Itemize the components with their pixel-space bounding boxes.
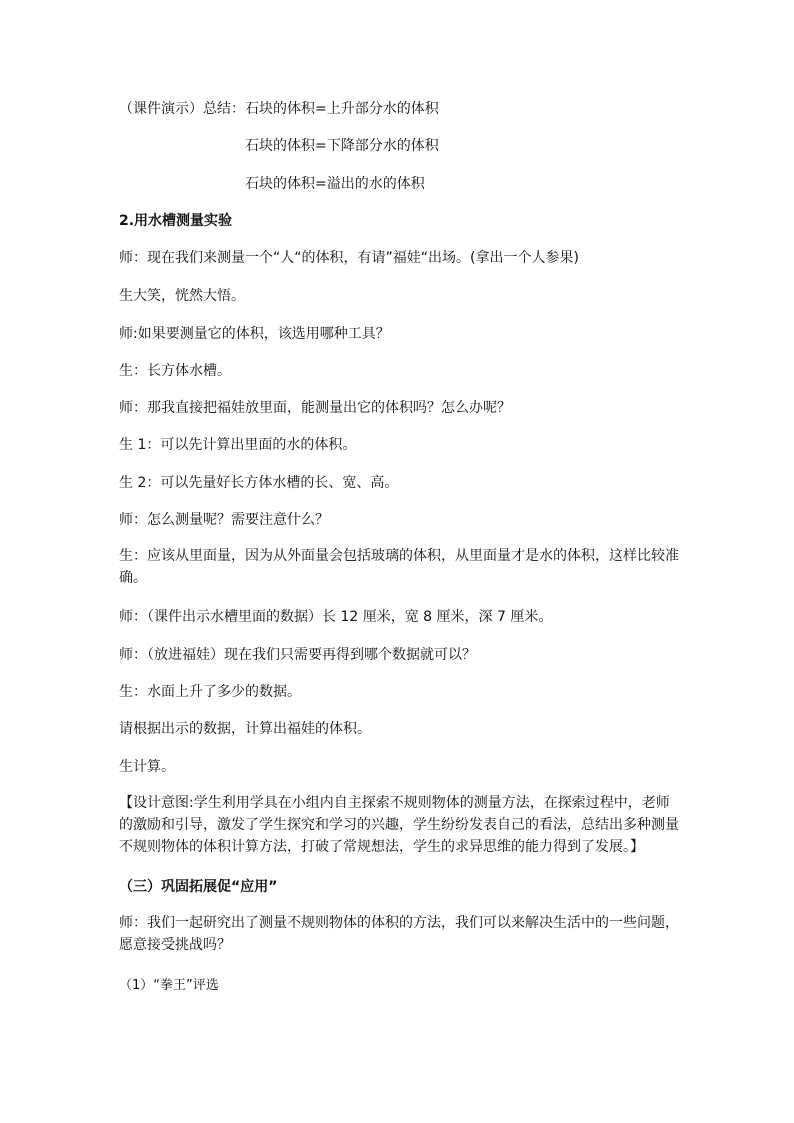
design-intent-note: 【设计意图:学生利用学具在小组内自主探索不规则物体的测量方法，在探索过程中，老师的激励和引导，激发了学生探究和学习的兴趣，学生纷纷发表自己的看法，总结出多种测量不规则物体的体积计算方法，打破了常规想法，学生的求异思维的能力得到了发展。】 (119, 795, 679, 855)
paragraph-student-7: 生计算。 (119, 759, 175, 775)
summary-line-1: （课件演示）总结：石块的体积=上升部分水的体积 (119, 101, 439, 117)
paragraph-teacher-6: 师：（放进福娃）现在我们只需要再得到哪个数据就可以？ (119, 647, 476, 663)
paragraph-teacher-5: 师：（课件出示水槽里面的数据）长 12 厘米，宽 8 厘米，深 7 厘米。 (119, 609, 553, 625)
paragraph-student-6: 生：水面上升了多少的数据。 (119, 684, 301, 700)
section-heading-water-tank: 2.用水槽测量实验 (119, 213, 233, 229)
paragraph-student-2: 生：长方体水槽。 (119, 363, 231, 379)
paragraph-student-1: 生大笑，恍然大悟。 (119, 288, 245, 304)
paragraph-instruction: 请根据出示的数据，计算出福娃的体积。 (119, 721, 371, 737)
summary-line-2: 石块的体积=下降部分水的体积 (245, 138, 439, 154)
paragraph-teacher-1: 师：现在我们来测量一个“人“的体积，有请”福娃“出场。(拿出一个人参果) (119, 250, 579, 266)
paragraph-student-3: 生 1：可以先计算出里面的水的体积。 (119, 437, 357, 453)
paragraph-student-4: 生 2：可以先量好长方体水槽的长、宽、高。 (119, 475, 399, 491)
paragraph-teacher-7: 师：我们一起研究出了测量不规则物体的体积的方法，我们可以来解决生活中的一些问题，愿意接受挑战吗？ (119, 915, 679, 953)
section-heading-application: （三）巩固拓展促“应用” (119, 879, 278, 895)
paragraph-teacher-3: 师：那我直接把福娃放里面，能测量出它的体积吗？怎么办呢？ (119, 400, 511, 416)
paragraph-student-5: 生：应该从里面量，因为从外面量会包括玻璃的体积，从里面量才是水的体积，这样比较准确。 (119, 548, 679, 586)
paragraph-teacher-4: 师：怎么测量呢？需要注意什么？ (119, 512, 329, 528)
activity-item-1: （1）“拳王”评选 (119, 978, 219, 993)
summary-line-3: 石块的体积=溢出的水的体积 (245, 176, 425, 192)
paragraph-teacher-2: 师:如果要测量它的体积，该选用哪种工具？ (119, 326, 390, 342)
